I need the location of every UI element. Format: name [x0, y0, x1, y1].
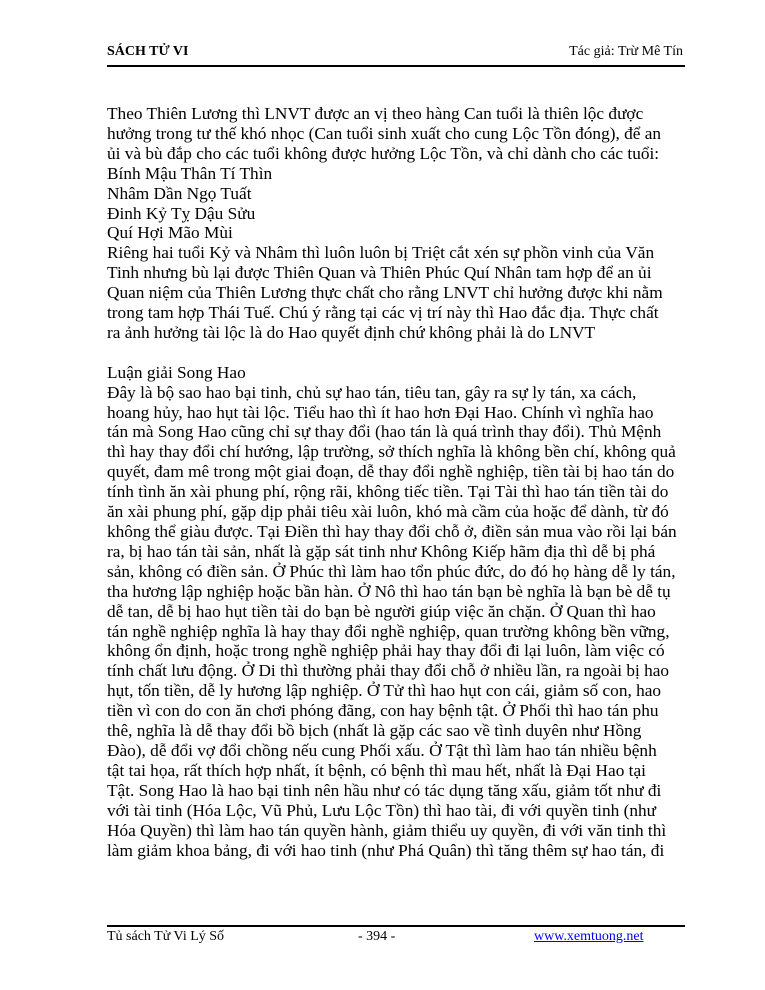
text-line: Đinh Kỷ Tỵ Dậu Sửu — [107, 203, 256, 223]
book-title: SÁCH TỬ VI — [107, 44, 189, 59]
page-number: - 394 - — [358, 929, 396, 944]
text-line: quyết, đam mê trong một giai đoạn, dễ thay đổi nghề nghiệp, tiền tài bị hao tán do — [107, 462, 675, 482]
text-line: Bính Mậu Thân Tí Thìn — [107, 163, 273, 183]
page-header — [107, 44, 683, 66]
text-line: không thể giàu được. Tại Điền thì hay thay đổi chỗ ở, điền sản mua vào rồi lại bán — [107, 522, 677, 542]
text-line: hoang hủy, hao hụt tài lộc. Tiểu hao thì ít hao hơn Đại Hao. Chính vì nghĩa hao — [107, 402, 654, 422]
website-link[interactable]: www.xemtuong.net — [534, 929, 644, 944]
text-line: thê, nghĩa là dễ thay đổi bồ bịch (nhất là gặp các sao về tình duyên như Hồng — [107, 721, 642, 741]
page-footer — [107, 929, 683, 949]
paragraph-gap — [107, 343, 683, 363]
text-line: Đào), dễ đổi vợ đổi chồng nếu cung Phối xấu. Ở Tật thì làm hao tán nhiều bệnh — [107, 740, 657, 760]
text-line: tính tình ăn xài phung phí, rộng rãi, không tiếc tiền. Tại Tài thì hao tán tiền tài do — [107, 482, 669, 502]
text-line: thì hay thay đổi chí hướng, lập trường, sở thích nghĩa là không bền chí, không quả — [107, 442, 676, 462]
text-line: hưởng trong tư thế khó nhọc (Can tuổi sinh xuất cho cung Lộc Tồn đóng), để an — [107, 123, 662, 143]
footer-divider — [107, 925, 685, 927]
text-line: ra ảnh hưởng tài lộc là do Hao quyết định chứ không phải là do LNVT — [107, 322, 596, 342]
page-body — [107, 104, 683, 860]
text-line: ra, bị hao tán tài sản, nhất là gặp sát tinh như Không Kiếp hãm địa thì dễ bị phá — [107, 541, 656, 561]
text-line: sản, không có điền sản. Ở Phúc thì làm hao tổn phúc đức, do đó họ hàng dễ ly tán, — [107, 561, 676, 581]
series-label: Tủ sách Tử Vi Lý Số — [107, 929, 225, 944]
header-divider — [107, 65, 685, 67]
text-line: làm giảm khoa bảng, đi với hao tinh (như Phá Quân) thì tăng thêm sự hao tán, đi — [107, 840, 665, 860]
text-line: ủi và bù đắp cho các tuổi không được hưởng Lộc Tồn, và chỉ dành cho các tuổi: — [107, 143, 660, 163]
text-line: Hóa Quyền) thì làm hao tán quyền hành, giảm thiểu uy quyền, đi với văn tinh thì — [107, 820, 667, 840]
text-line: dễ tan, dễ bị hao hụt tiền tài do bạn bè người giúp việc ăn chặn. Ở Quan thì hao — [107, 601, 656, 621]
author-label: Tác giả: Trừ Mê Tín — [569, 44, 683, 59]
paragraph-thien-luong — [107, 104, 683, 343]
text-line: không ổn định, hoặc trong nghề nghiệp phải hay thay đổi đi lại luôn, làm việc có — [107, 641, 665, 661]
text-line: Đây là bộ sao hao bại tinh, chủ sự hao tán, tiêu tan, gây ra sự ly tán, xa cách, — [107, 382, 637, 402]
text-line: tán nghề nghiệp nghĩa là hay thay đổi nghề nghiệp, quan trường không bền vững, — [107, 621, 670, 641]
paragraph-song-hao — [107, 383, 683, 861]
text-line: hụt, tốn tiền, dễ ly hương lập nghiệp. Ở Tử thì hao hụt con cái, giảm số con, hao — [107, 681, 662, 701]
text-line: tha hương lập nghiệp hoặc bần hàn. Ở Nô thì hao tán bạn bè nghĩa là bạn bè dễ tụ — [107, 581, 671, 601]
text-line: Theo Thiên Lương thì LNVT được an vị theo hàng Can tuổi là thiên lộc được — [107, 104, 644, 123]
text-line: Quan niệm của Thiên Lương thực chất cho rằng LNVT chỉ hưởng được khi nằm — [107, 283, 663, 303]
text-line: tiền vì con do con ăn chơi phóng đãng, con hay bệnh tật. Ở Phối thì hao tán phu — [107, 701, 659, 721]
text-line: với tài tinh (Hóa Lộc, Vũ Phủ, Lưu Lộc Tồn) thì hao tài, đi với quyền tinh (như — [107, 800, 656, 820]
text-line: Tinh nhưng bù lại được Thiên Quan và Thiên Phúc Quí Nhân tam hợp để an ủi — [107, 263, 652, 283]
text-line: Nhâm Dần Ngọ Tuất — [107, 183, 252, 203]
text-line: Tật. Song Hao là hao bại tinh nên hầu như có tác dụng tăng xấu, giảm tốt như đi — [107, 780, 662, 800]
section-title: Luận giải Song Hao — [107, 362, 246, 382]
text-line: Riêng hai tuổi Kỷ và Nhâm thì luôn luôn bị Triệt cắt xén sự phồn vinh của Văn — [107, 243, 655, 263]
text-line: ăn xài phung phí, gặp dịp phải tiêu xài luôn, khó mà cầm của hoặc để dành, từ đó — [107, 502, 669, 522]
text-line: Quí Hợi Mão Mùi — [107, 223, 233, 243]
text-line: tật tai họa, rất thích hợp nhất, ít bệnh, có bệnh thì mau hết, nhất là Đại Hao tại — [107, 760, 646, 780]
text-line: trong tam hợp Thái Tuế. Chú ý rằng tại các vị trí này thì Hao đắc địa. Thực chất — [107, 303, 659, 323]
text-line: tính chất lưu động. Ở Di thì thường phải thay đổi chỗ ở nhiều lần, ra ngoài bị hao — [107, 661, 670, 681]
text-line: tán mà Song Hao cũng chỉ sự thay đổi (hao tán là quá trình thay đổi). Thủ Mệnh — [107, 422, 662, 442]
